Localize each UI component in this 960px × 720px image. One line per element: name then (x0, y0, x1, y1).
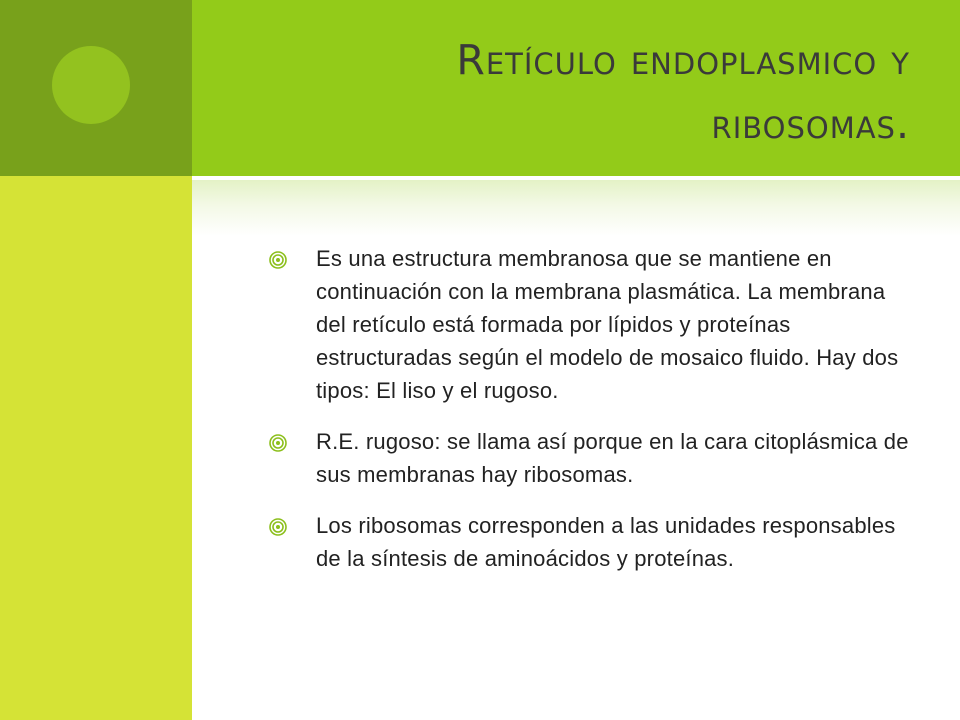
bullet-item-3 (268, 509, 918, 575)
slide-title (310, 28, 910, 156)
decorative-circle (52, 46, 130, 124)
bullet-text: R.E. rugoso: se llama así porque en la cara citoplásmica de sus membranas hay ribosomas. (316, 429, 909, 487)
bullet-text: Es una estructura membranosa que se mantiene en continuación con la membrana plasmática. La membrana del retículo está formada por lípidos y proteínas estructuradas según el modelo de mosaico fluido. Hay dos tipos: El liso y el rugoso. (316, 246, 899, 403)
slide-title-line-2: ribosomas. (711, 100, 910, 148)
bullet-item-1 (268, 242, 918, 407)
ring-bullet-icon (268, 433, 288, 453)
gradient-band (192, 180, 960, 236)
bullet-text: Los ribosomas corresponden a las unidades responsables de la síntesis de aminoácidos y proteínas. (316, 513, 896, 571)
left-accent-bar (0, 176, 192, 720)
bullet-item-2 (268, 425, 918, 491)
bullet-list (268, 242, 918, 593)
ring-bullet-icon (268, 250, 288, 270)
ring-bullet-icon (268, 517, 288, 537)
slide-title-line-1: Retículo endoplasmico y (456, 36, 910, 84)
